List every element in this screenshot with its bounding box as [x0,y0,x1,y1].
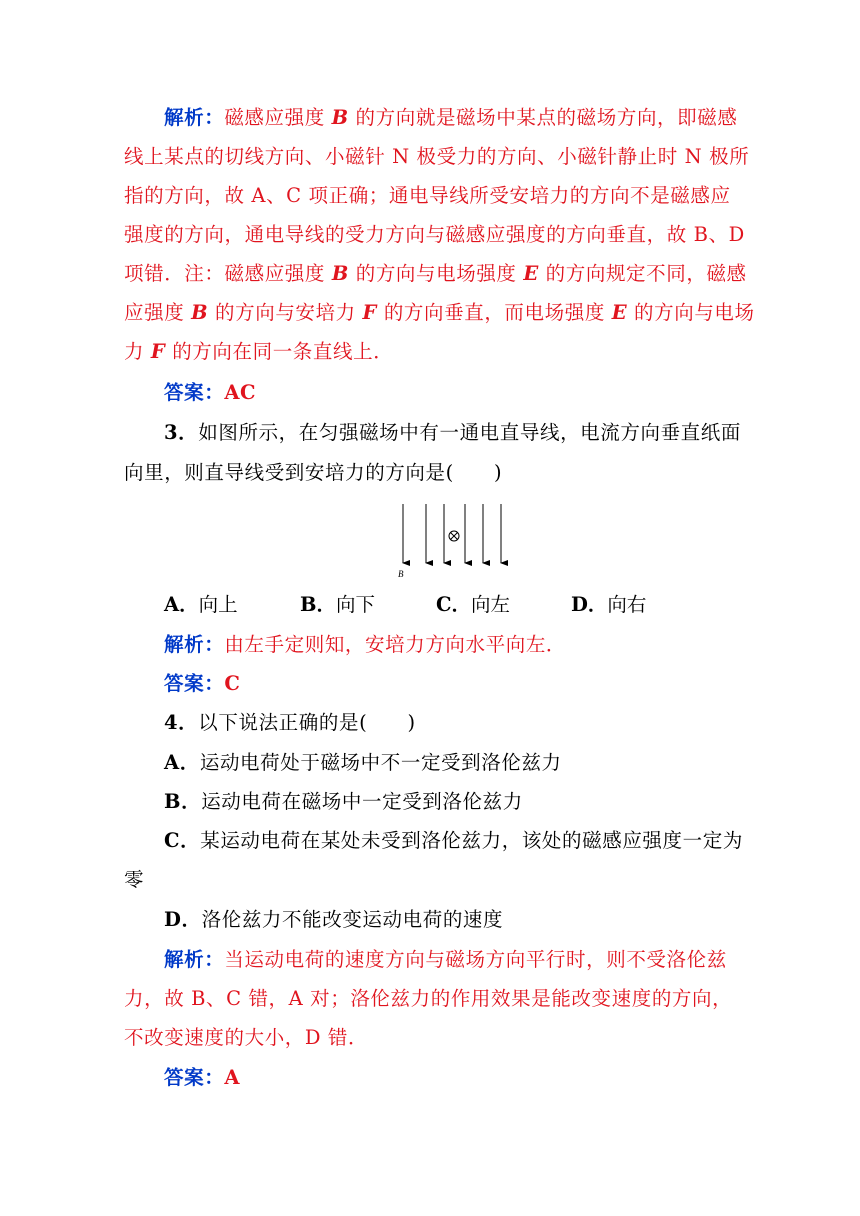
q3-option-c[interactable]: C．向左 [436,593,511,616]
q3-answer: 答案：C [164,672,241,695]
q4-analysis-line-2: 力，故 B、C 错，A 对；洛伦兹力的作用效果是能改变速度的方向， [124,987,733,1010]
q4-answer: 答案：A [164,1066,241,1089]
q3-stem-line-2: 向里，则直导线受到安培力的方向是( ) [124,461,503,484]
q4-option-c[interactable]: C．某运动电荷在某处未受到洛伦兹力，该处的磁感应强度一定为 [164,829,743,852]
q4-option-a[interactable]: A．运动电荷处于磁场中不一定受到洛伦兹力 [164,751,562,774]
q3-option-d[interactable]: D．向右 [571,593,647,616]
q4-option-b[interactable]: B．运动电荷在磁场中一定受到洛伦兹力 [164,790,523,813]
q2-analysis-line-7: 力 F 的方向在同一条直线上． [124,340,394,363]
q2-answer [164,380,738,406]
q4-option-d[interactable]: D．洛伦兹力不能改变运动电荷的速度 [164,908,504,931]
q3-option-a[interactable]: A．向上 [164,593,238,616]
field-label-b: B [398,569,404,579]
q3-stem-line-1: 3．如图所示，在匀强磁场中有一通电直导线，电流方向垂直纸面 [164,421,741,444]
q3-number: 3． [164,421,199,444]
q4-analysis-line-1: 解析：当运动电荷的速度方向与磁场方向平行时，则不受洛伦兹 [164,948,727,971]
q2-analysis-line-2: 线上某点的切线方向、小磁针 N 极受力的方向、小磁针静止时 N 极所 [124,145,750,168]
q2-analysis-line-3: 指的方向，故 A、C 项正确；通电导线所受安培力的方向不是磁感应 [124,184,731,207]
q4-number: 4． [164,711,199,734]
q4-stem: 4．以下说法正确的是( ) [164,711,416,734]
q4-analysis-line-3: 不改变速度的大小，D 错． [124,1026,369,1049]
wire-into-page-symbol [449,531,459,541]
q4-option-c-wrap: 零 [124,868,145,891]
q3-magnetic-field-figure [388,500,516,580]
q2-answer-value: AC [224,381,257,404]
q2-analysis-label: 解析： [164,106,225,129]
q3-option-b[interactable]: B．向下 [300,593,375,616]
q2-answer-label: 答案： [164,381,225,404]
q2-analysis-line-1: 解析：磁感应强度 B 的方向就是磁场中某点的磁场方向，即磁感 [164,106,738,129]
q2-analysis-line-5: 项错．注：磁感应强度 B 的方向与电场强度 E 的方向规定不同，磁感 [124,262,747,285]
q2-analysis-line-6: 应强度 B 的方向与安培力 F 的方向垂直，而电场强度 E 的方向与电场 [124,301,755,324]
q2-analysis-line-4: 强度的方向，通电导线的受力方向与磁感应强度的方向垂直，故 B、D [124,223,745,246]
q3-analysis: 解析：由左手定则知，安培力方向水平向左． [164,633,567,656]
